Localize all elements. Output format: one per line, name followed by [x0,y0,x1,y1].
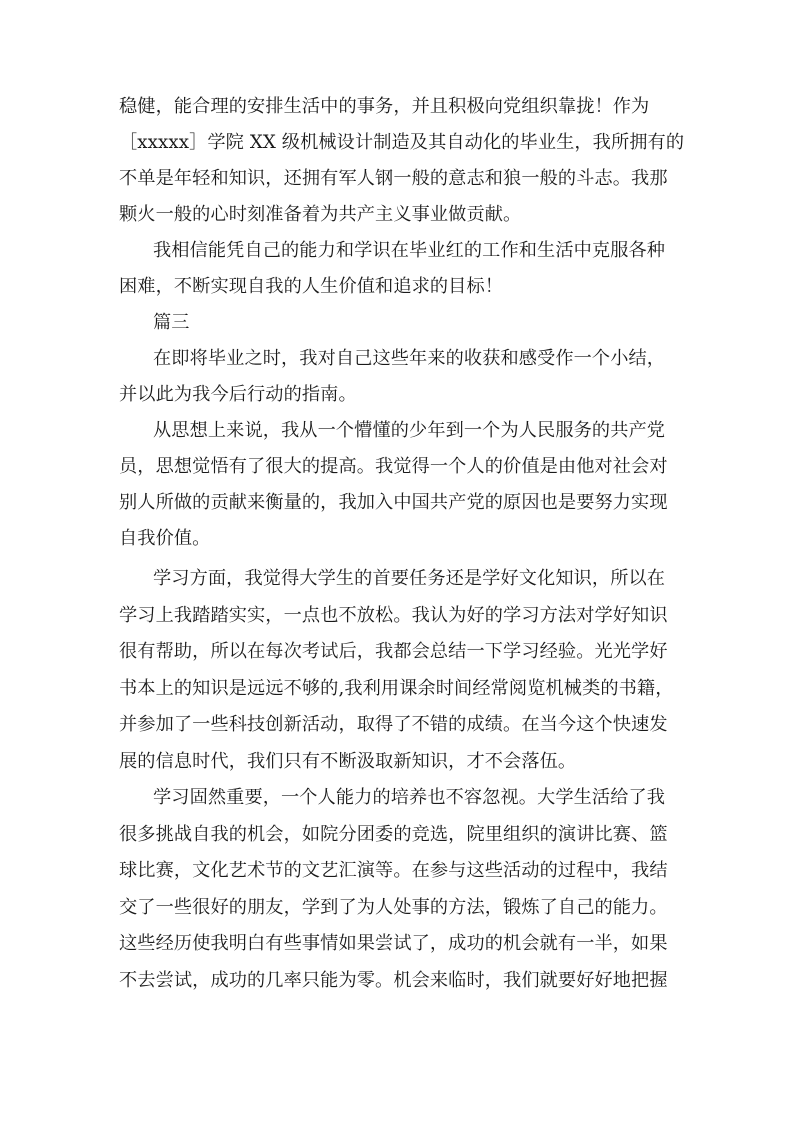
text-line: 不单是年轻和知识，还拥有军人钢一般的意志和狼一般的斗志。我那 [119,168,668,189]
text-line: 别人所做的贡献来衡量的，我加入中国共产党的原因也是要努力实现 [119,492,668,513]
text-line: 这些经历使我明白有些事情如果尝试了，成功的机会就有一半，如果 [119,933,668,954]
text-line: 稳健，能合理的安排生活中的事务，并且积极向党组织靠拢！作为 [119,96,650,117]
text-line: 并以此为我今后行动的指南。 [119,384,357,405]
text-line: 从思想上来说，我从一个懵懂的少年到一个为人民服务的共产党 [153,420,666,441]
text-line: 在即将毕业之时，我对自己这些年来的收获和感受作一个小结， [153,348,666,369]
section-heading: 篇三 [153,312,190,333]
text-line: 并参加了一些科技创新活动，取得了不错的成绩。在当今这个快速发 [119,714,668,735]
text-line: 学习固然重要，一个人能力的培养也不容忽视。大学生活给了我 [153,787,666,808]
text-line: 学习方面，我觉得大学生的首要任务还是学好文化知识，所以在 [153,568,666,589]
text-line: 员，思想觉悟有了很大的提高。我觉得一个人的价值是由他对社会对 [119,456,668,477]
text-line: 书本上的知识是远远不够的,我利用课余时间经常阅览机械类的书籍， [119,678,674,699]
text-line: 展的信息时代，我们只有不断汲取新知识，才不会落伍。 [119,751,577,772]
text-line: 困难，不断实现自我的人生价值和追求的目标！ [119,276,504,297]
text-line: ［xxxxx］学院 XX 级机械设计制造及其自动化的毕业生，我所拥有的 [119,132,685,153]
text-line: 很有帮助，所以在每次考试后，我都会总结一下学习经验。光光学好 [119,641,668,662]
text-line: 学习上我踏踏实实，一点也不放松。我认为好的学习方法对学好知识 [119,605,668,626]
text-line: 交了一些很好的朋友，学到了为人处事的方法，锻炼了自己的能力。 [119,897,668,918]
text-line: 自我价值。 [119,528,211,549]
text-line: 我相信能凭自己的能力和学识在毕业红的工作和生活中克服各种 [153,240,666,261]
text-line: 不去尝试，成功的几率只能为零。机会来临时，我们就要好好地把握 [119,970,668,991]
text-line: 颗火一般的心时刻准备着为共产主义事业做贡献。 [119,204,522,225]
text-line: 球比赛，文化艺术节的文艺汇演等。在参与这些活动的过程中，我结 [119,860,668,881]
text-line: 很多挑战自我的机会，如院分团委的竞选，院里组织的演讲比赛、篮 [119,824,668,845]
